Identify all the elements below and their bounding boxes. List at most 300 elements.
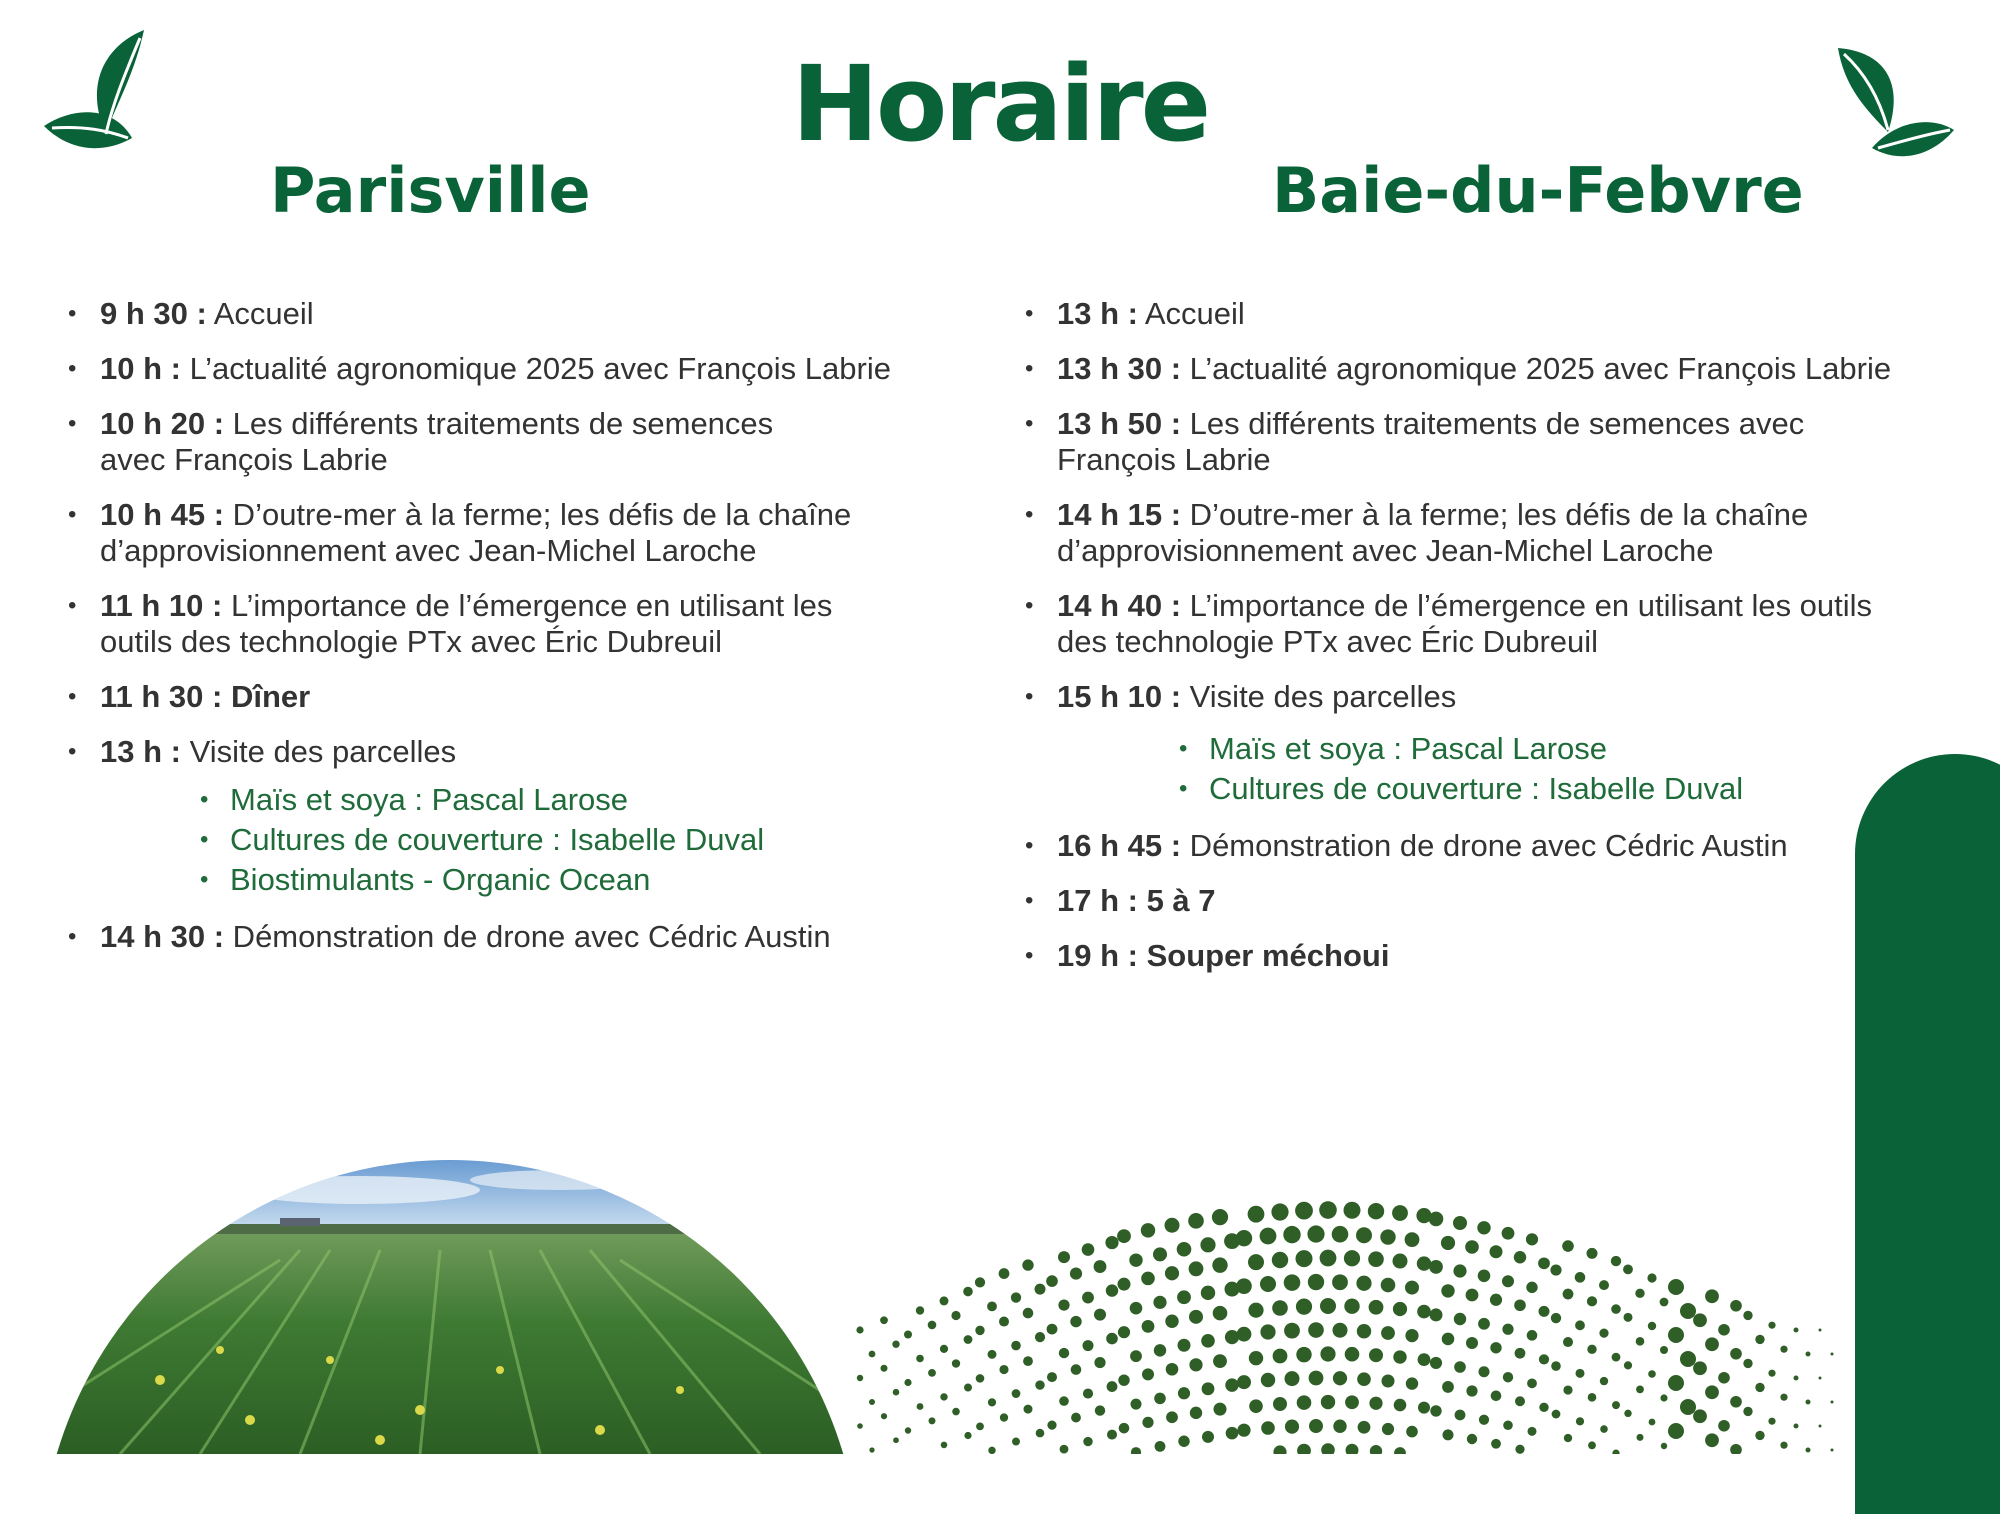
bullet-icon: • [1025, 592, 1034, 619]
dot [1320, 1298, 1336, 1314]
dot [857, 1375, 863, 1381]
dot [1153, 1296, 1166, 1309]
dot [1273, 1397, 1287, 1411]
dot [1806, 1400, 1811, 1405]
dot [1442, 1333, 1455, 1346]
dot [1730, 1396, 1742, 1408]
dot [1587, 1248, 1598, 1259]
dot [1718, 1324, 1730, 1336]
dot [1141, 1223, 1155, 1237]
dot [1562, 1240, 1574, 1252]
schedule-time: 9 h 30 : [100, 296, 207, 331]
dot [1285, 1371, 1300, 1386]
dot [1058, 1251, 1070, 1263]
dot [1000, 1413, 1008, 1421]
bullet-icon: • [68, 355, 77, 382]
dot [1527, 1330, 1538, 1341]
dot [1527, 1378, 1537, 1388]
dot [904, 1330, 912, 1338]
dot [1248, 1303, 1263, 1318]
dot [1260, 1324, 1275, 1339]
dot [1668, 1327, 1684, 1343]
bullet-icon: • [200, 826, 209, 853]
dot [1261, 1421, 1275, 1435]
dot [1214, 1403, 1227, 1416]
dot [1380, 1229, 1395, 1244]
dot [1225, 1378, 1238, 1391]
dot [1454, 1361, 1466, 1373]
dot [1819, 1377, 1822, 1380]
dot [1012, 1438, 1020, 1446]
dot [1599, 1280, 1609, 1290]
schedule-item [68, 919, 968, 955]
dot [1261, 1373, 1275, 1387]
dot [1794, 1424, 1799, 1429]
dot [1611, 1304, 1621, 1314]
dot [1612, 1353, 1621, 1362]
dot [999, 1365, 1008, 1374]
dot [1177, 1242, 1192, 1257]
dot [1649, 1419, 1656, 1426]
dot [1094, 1309, 1106, 1321]
dot [1393, 1254, 1408, 1269]
dot [1118, 1326, 1130, 1338]
dot [1358, 1421, 1371, 1434]
dot [1668, 1279, 1684, 1295]
dot [1213, 1354, 1227, 1368]
sub-item-text: Maïs et soya : Pascal Larose [230, 782, 629, 817]
dot [1668, 1423, 1684, 1439]
dot [1430, 1405, 1441, 1416]
dot [1600, 1425, 1608, 1433]
dot [1612, 1450, 1619, 1454]
column-title-parisville: Parisville [270, 154, 591, 227]
dot [952, 1408, 960, 1416]
dot [1332, 1274, 1348, 1290]
dot [1117, 1229, 1131, 1243]
dot [1417, 1256, 1431, 1270]
dot [1166, 1411, 1178, 1423]
dot [1105, 1236, 1118, 1249]
dot [881, 1365, 888, 1372]
dot [1587, 1345, 1596, 1354]
dot [1575, 1272, 1586, 1283]
dot [928, 1369, 936, 1377]
dot [1705, 1433, 1719, 1447]
dot [1083, 1340, 1094, 1351]
dot [1730, 1300, 1742, 1312]
dot [1272, 1300, 1288, 1316]
dot [1131, 1399, 1142, 1410]
dot [1588, 1441, 1596, 1449]
schedule-text: L’importance de l’émergence en utilisant les outils des technologie PTx avec Éric Dubreuil [1057, 588, 1873, 659]
schedule-text: L’actualité agronomique 2025 avec François Labrie [1181, 351, 1892, 386]
page-title: Horaire [791, 43, 1209, 165]
dot [1477, 1221, 1490, 1234]
sub-list-item [1179, 769, 1945, 809]
bullet-icon: • [1025, 683, 1034, 710]
schedule-text: 5 à 7 [1137, 883, 1216, 918]
dot [964, 1432, 971, 1439]
dot [963, 1287, 973, 1297]
dot [1212, 1209, 1228, 1225]
dot [1465, 1240, 1479, 1254]
dot [1705, 1289, 1719, 1303]
dot [1576, 1369, 1585, 1378]
dot [1680, 1303, 1696, 1319]
bullet-icon: • [1025, 355, 1034, 382]
dot [1332, 1226, 1349, 1243]
schedule-text: D’outre-mer à la ferme; les défis de la chaîne d’approvisionnement avec Jean-Michel Laroche [1057, 497, 1809, 568]
dot [987, 1301, 997, 1311]
dot [1429, 1212, 1444, 1227]
dot [1490, 1294, 1502, 1306]
dot [976, 1422, 984, 1430]
dot [1284, 1323, 1300, 1339]
dot [1502, 1227, 1515, 1240]
dot [1321, 1443, 1335, 1454]
dot [1297, 1444, 1311, 1454]
dot [1718, 1420, 1730, 1432]
dot [1768, 1418, 1775, 1425]
schedule-text: Les différents traitements de semences avec François Labrie [100, 406, 774, 477]
dot [1611, 1256, 1621, 1266]
dot [1624, 1361, 1632, 1369]
dot [1503, 1372, 1513, 1382]
dot [1393, 1350, 1406, 1363]
dot [1226, 1427, 1239, 1440]
dot [1528, 1427, 1537, 1436]
schedule-text: Accueil [1137, 296, 1245, 331]
dot [1011, 1341, 1021, 1351]
dot [856, 1326, 863, 1333]
dot [1381, 1278, 1396, 1293]
schedule-time: 14 h 40 : [1057, 588, 1182, 623]
dot [1178, 1339, 1191, 1352]
dot [999, 1317, 1009, 1327]
schedule-item [1025, 406, 1945, 478]
dot [1237, 1327, 1252, 1342]
dot [1249, 1399, 1263, 1413]
dot [1023, 1308, 1034, 1319]
dot [1308, 1274, 1324, 1290]
schedule-time: 11 h 30 : [100, 679, 223, 714]
dot [1047, 1324, 1058, 1335]
dot [1478, 1269, 1491, 1282]
dot [941, 1442, 948, 1449]
schedule-text: Souper méchoui [1137, 938, 1390, 973]
schedule-text: D’outre-mer à la ferme; les défis de la chaîne d’approvisionnement avec Jean-Michel Laroche [100, 497, 852, 568]
dot [904, 1379, 911, 1386]
dot [1564, 1434, 1572, 1442]
dot [1755, 1383, 1764, 1392]
dot [976, 1374, 985, 1383]
dot [1418, 1402, 1430, 1414]
dot [1539, 1306, 1550, 1317]
dot [1693, 1361, 1707, 1375]
dot [1309, 1419, 1323, 1433]
dot [1831, 1401, 1834, 1404]
dot [1453, 1264, 1466, 1277]
dot [1107, 1381, 1118, 1392]
dot [1430, 1357, 1442, 1369]
dot [1047, 1420, 1056, 1429]
dot [975, 1326, 984, 1335]
dot [1059, 1348, 1069, 1358]
dot [1624, 1313, 1633, 1322]
dot [1106, 1333, 1118, 1345]
dot [1248, 1254, 1264, 1270]
dot [1154, 1393, 1166, 1405]
sub-list-item [1179, 729, 1945, 769]
dot [1478, 1318, 1490, 1330]
dot [1106, 1284, 1118, 1296]
dot [1236, 1278, 1252, 1294]
dot [1514, 1251, 1526, 1263]
schedule-time: 16 h 45 : [1057, 828, 1182, 863]
dot [1693, 1313, 1707, 1327]
dot [893, 1389, 900, 1396]
dot [917, 1403, 924, 1410]
sub-list-item [200, 820, 968, 860]
dot [1526, 1233, 1538, 1245]
dot [1237, 1375, 1251, 1389]
dot [869, 1447, 874, 1452]
dot [1083, 1388, 1093, 1398]
dot [1142, 1368, 1154, 1380]
dot [1466, 1289, 1479, 1302]
dot [1202, 1382, 1215, 1395]
dot [1429, 1260, 1443, 1274]
dot [1071, 1413, 1081, 1423]
dot [1551, 1361, 1561, 1371]
dot [975, 1277, 985, 1287]
dot [1491, 1439, 1501, 1449]
dot [1705, 1337, 1719, 1351]
dot [1490, 1342, 1501, 1353]
dot [1515, 1445, 1524, 1454]
dot [1806, 1352, 1811, 1357]
dot [1236, 1230, 1252, 1246]
dot [1260, 1228, 1277, 1245]
schedule-item [68, 679, 968, 715]
dot [1819, 1425, 1822, 1428]
dot [1321, 1395, 1335, 1409]
schedule-item [68, 588, 968, 660]
dot [1011, 1292, 1021, 1302]
schedule-time: 13 h : [1057, 296, 1138, 331]
dot [1453, 1216, 1467, 1230]
dot [1780, 1346, 1787, 1353]
schedule-item [1025, 351, 1945, 387]
dot [892, 1341, 899, 1348]
dot [1381, 1326, 1395, 1340]
bullet-icon: • [200, 786, 209, 813]
dot [1441, 1284, 1454, 1297]
dot [1188, 1213, 1204, 1229]
schedule-text: Les différents traitements de semences avec François Labrie [1057, 406, 1805, 477]
schedule-text: Accueil [206, 296, 314, 331]
dot [1212, 1257, 1227, 1272]
dot [1442, 1381, 1454, 1393]
dot [1190, 1407, 1202, 1419]
schedule-item [68, 734, 968, 900]
dot [1623, 1264, 1633, 1274]
schedule-time: 10 h : [100, 351, 181, 386]
dot [1083, 1437, 1092, 1446]
dot [1119, 1423, 1130, 1434]
dot [1320, 1250, 1337, 1267]
dot [1730, 1348, 1742, 1360]
dot [1260, 1276, 1276, 1292]
bullet-icon: • [1179, 775, 1188, 802]
dot [1058, 1299, 1069, 1310]
dot [1466, 1385, 1477, 1396]
bullet-icon: • [1025, 887, 1034, 914]
dot [1660, 1394, 1667, 1401]
dot [1575, 1320, 1585, 1330]
dot [1490, 1245, 1503, 1258]
dot [1345, 1395, 1359, 1409]
dot [1551, 1313, 1561, 1323]
dot [1369, 1397, 1382, 1410]
dot [1189, 1310, 1203, 1324]
dot [964, 1384, 972, 1392]
dot [1189, 1261, 1204, 1276]
dot [988, 1398, 996, 1406]
dot [1368, 1203, 1384, 1219]
dot [1022, 1259, 1033, 1270]
dot [964, 1335, 973, 1344]
dot [1213, 1306, 1228, 1321]
dot [1755, 1335, 1764, 1344]
dot [1502, 1324, 1513, 1335]
decorative-green-shape [1855, 754, 2000, 1514]
dot [1141, 1272, 1155, 1286]
dot [1417, 1305, 1431, 1319]
dot [929, 1417, 936, 1424]
schedule-time: 14 h 30 : [100, 919, 225, 954]
dot [1636, 1337, 1645, 1346]
dot [1070, 1267, 1082, 1279]
dot [1142, 1320, 1155, 1333]
schedule-item [1025, 828, 1945, 864]
dot [1249, 1351, 1263, 1365]
dot [1806, 1448, 1811, 1453]
schedule-item [1025, 679, 1945, 809]
dot [1333, 1371, 1347, 1385]
dot [1202, 1431, 1214, 1443]
dot [940, 1345, 948, 1353]
dot [1296, 1347, 1311, 1362]
dot [1283, 1226, 1300, 1243]
dot [1647, 1273, 1656, 1282]
dot [1295, 1202, 1313, 1220]
dot [928, 1321, 937, 1330]
bullet-icon: • [68, 300, 77, 327]
dot [1131, 1447, 1141, 1454]
dot [1718, 1372, 1730, 1384]
dot [1479, 1415, 1489, 1425]
dot [1780, 1394, 1787, 1401]
schedule-item [1025, 296, 1945, 332]
dot [1730, 1444, 1742, 1454]
dot [1780, 1442, 1787, 1449]
dot [1418, 1353, 1431, 1366]
schedule-text: Dîner [222, 679, 311, 714]
dot [1178, 1387, 1190, 1399]
dot [1284, 1274, 1301, 1291]
sub-item-text: Maïs et soya : Pascal Larose [1209, 731, 1608, 766]
dot [857, 1423, 863, 1429]
dot [1479, 1366, 1490, 1377]
schedule-list-baie-du-febvre [1025, 296, 1945, 993]
dot [905, 1427, 911, 1433]
dot [1297, 1395, 1312, 1410]
dot [1012, 1389, 1021, 1398]
schedule-time: 14 h 15 : [1057, 497, 1182, 532]
bullet-icon: • [68, 592, 77, 619]
dot [1130, 1350, 1142, 1362]
dot [1309, 1371, 1324, 1386]
dot [1430, 1308, 1443, 1321]
dot [1060, 1445, 1069, 1454]
dot [1755, 1431, 1764, 1440]
dot [1273, 1349, 1288, 1364]
schedule-time: 13 h 50 : [1057, 406, 1182, 441]
dot [1454, 1313, 1466, 1325]
schedule-item [1025, 883, 1945, 919]
sub-item-text: Biostimulants - Organic Ocean [230, 862, 651, 897]
dot [1118, 1278, 1131, 1291]
dot [1142, 1417, 1153, 1428]
dot [1394, 1399, 1407, 1412]
schedule-time: 13 h : [100, 734, 181, 769]
bullet-icon: • [1025, 300, 1034, 327]
dot [1370, 1445, 1382, 1454]
dot [1165, 1315, 1178, 1328]
dot [1539, 1403, 1548, 1412]
dot [1382, 1423, 1394, 1435]
dot [1539, 1354, 1549, 1364]
dot [940, 1393, 947, 1400]
dot [1588, 1393, 1597, 1402]
schedule-time: 10 h 45 : [100, 497, 225, 532]
schedule-text: Démonstration de drone avec Cédric Austin [1181, 828, 1788, 863]
dot [1201, 1334, 1215, 1348]
dot [1491, 1390, 1502, 1401]
dot [1357, 1372, 1371, 1386]
dot [1023, 1356, 1033, 1366]
schedule-item [1025, 938, 1945, 974]
dot [1344, 1250, 1360, 1266]
schedule-time: 10 h 20 : [100, 406, 225, 441]
dot [1165, 1266, 1179, 1280]
dot [1356, 1227, 1372, 1243]
dot [880, 1316, 888, 1324]
dot [1046, 1275, 1058, 1287]
dot [1368, 1251, 1384, 1267]
dot [1271, 1203, 1288, 1220]
dot [1526, 1282, 1537, 1293]
dot [1070, 1316, 1081, 1327]
dot [1576, 1417, 1584, 1425]
dot [1635, 1289, 1644, 1298]
dot [988, 1447, 995, 1454]
dot [1466, 1337, 1478, 1349]
dot [1668, 1375, 1684, 1391]
sub-item-text: Cultures de couverture : Isabelle Duval [1209, 771, 1744, 806]
